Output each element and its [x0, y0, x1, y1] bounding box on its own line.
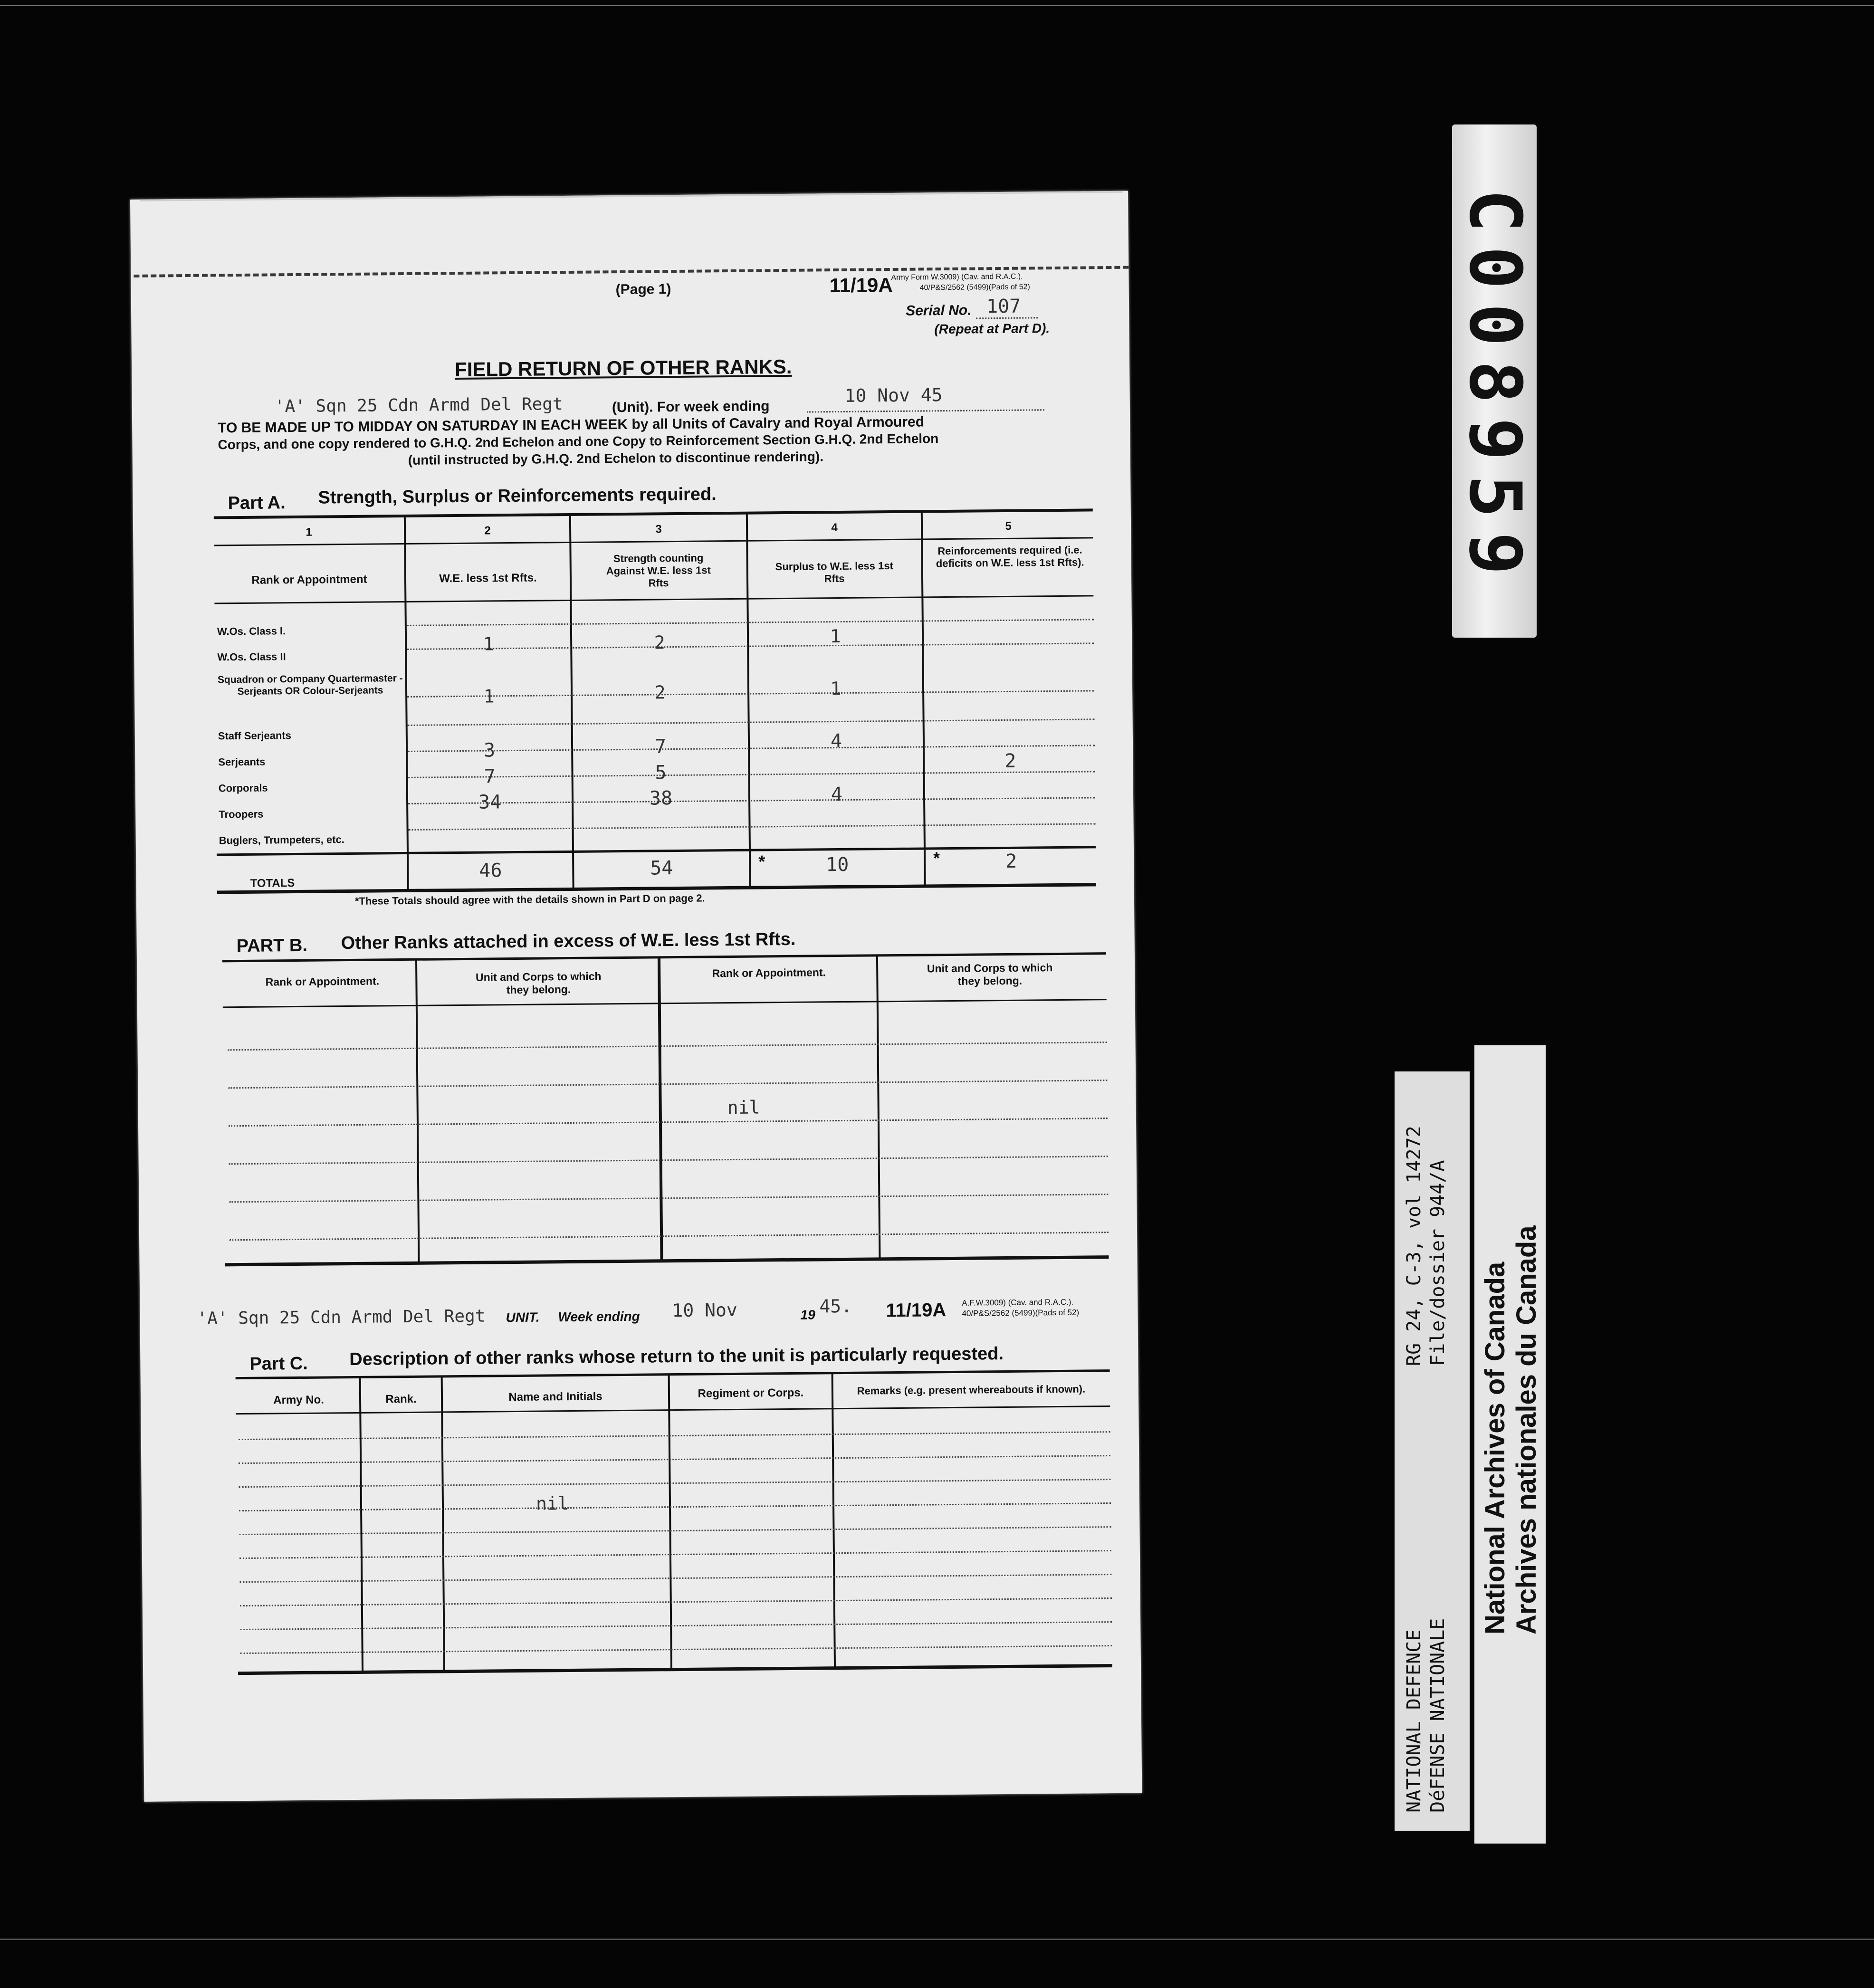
totals-footnote: *These Totals should agree with the details shown in Part D on page 2.	[354, 892, 705, 907]
part-b-col-header: Rank or Appointment.	[265, 975, 380, 988]
col-header-reinf: Reinforcements required (i.e. deficits on W.E. less 1st Rfts).	[936, 544, 1084, 570]
part-a-label: Part A.	[228, 493, 286, 514]
ledger-line	[228, 1080, 1107, 1089]
ledger-line	[239, 1550, 1111, 1559]
part-c-col-header: Army No.	[273, 1393, 325, 1407]
film-bottom-edge	[0, 1939, 1874, 1940]
surplus-value: 4	[831, 783, 843, 806]
ledger-line	[407, 619, 1094, 626]
total-asterisk: *	[933, 848, 940, 868]
header-rule	[214, 595, 1093, 604]
rank-label: Staff Serjeants	[218, 729, 292, 742]
ledger-line	[240, 1645, 1112, 1654]
unit-label: (Unit). For week ending	[612, 398, 770, 416]
we-value: 7	[484, 765, 496, 788]
part-b-col-header: Unit and Corps to which they belong.	[927, 961, 1053, 987]
col-number: 3	[655, 523, 662, 536]
part-c-year-prefix: 19	[800, 1307, 815, 1322]
surplus-value: 1	[830, 625, 841, 647]
reference-strip	[1395, 1071, 1470, 1831]
film-top-edge	[0, 5, 1874, 6]
dept-line2: DéFENSE NATIONALE	[1427, 1618, 1449, 1813]
part-c-col-header: Rank.	[385, 1392, 417, 1406]
repeat-note: (Repeat at Part D).	[934, 321, 1050, 337]
ledger-line	[229, 1232, 1109, 1241]
part-a-top-rule	[214, 508, 1093, 519]
part-c-top-rule	[236, 1369, 1110, 1379]
part-c-week-value: 10 Nov	[672, 1299, 737, 1321]
ledger-line	[239, 1526, 1111, 1535]
we-value: 1	[483, 633, 494, 655]
unit-value: 'A' Sqn 25 Cdn Armd Del Regt	[274, 394, 563, 417]
part-b-header-rule	[223, 999, 1107, 1008]
army-form-line1: Army Form W.3009) (Cav. and R.A.C.).	[891, 272, 1023, 282]
serial-dotline	[976, 317, 1038, 319]
total-we: 46	[479, 860, 502, 882]
part-b-entry: nil	[727, 1097, 760, 1118]
we-value: 1	[483, 686, 495, 707]
week-dotline	[807, 409, 1044, 412]
ledger-line	[229, 1118, 1108, 1127]
ledger-line	[228, 1042, 1107, 1051]
strength-value: 5	[655, 762, 667, 784]
total-surplus: 10	[825, 853, 849, 876]
serial-value: 107	[986, 295, 1021, 318]
part-c-unit-label: UNIT.	[506, 1309, 540, 1325]
total-reinf: 2	[1005, 850, 1017, 872]
part-b-bottom-rule	[225, 1255, 1109, 1266]
part-c-year-value: 45.	[819, 1295, 852, 1317]
we-value: 34	[478, 791, 502, 813]
reference-line1: RG 24, C-3, vol 14272	[1403, 1126, 1425, 1366]
col-number: 5	[1005, 519, 1012, 533]
ledger-line	[240, 1621, 1112, 1630]
part-c-week-label: Week ending	[558, 1309, 640, 1325]
part-c-entry: nil	[535, 1493, 569, 1514]
week-value: 10 Nov 45	[844, 384, 943, 406]
reinf-value: 2	[1004, 750, 1016, 772]
part-c-unit-value: 'A' Sqn 25 Cdn Armd Del Regt	[197, 1306, 486, 1329]
total-strength: 54	[650, 857, 673, 879]
frame-number-label	[1452, 124, 1537, 638]
part-b-heading: Other Ranks attached in excess of W.E. less 1st Rfts.	[341, 929, 796, 954]
part-a-col-sep	[921, 512, 926, 887]
field-return-form	[130, 191, 1142, 1802]
total-asterisk: *	[758, 851, 765, 871]
part-c-bottom-rule	[238, 1664, 1112, 1675]
part-c-form-code: 11/19A	[886, 1300, 947, 1321]
col-number: 1	[306, 526, 312, 539]
we-value: 3	[483, 739, 496, 762]
surplus-value: 1	[830, 678, 841, 699]
strength-value: 2	[654, 682, 666, 703]
instruction-line2: Corps, and one copy rendered to G.H.Q. 2nd Echelon and one Copy to Reinforcement Section G.H.Q. 2nd Echelon	[218, 431, 939, 452]
paper-edge	[140, 191, 1123, 201]
form-code: 11/19A	[829, 274, 893, 297]
rank-label: W.Os. Class I.	[217, 625, 286, 638]
archive-name-strip	[1474, 1045, 1546, 1844]
rank-label: W.Os. Class II	[217, 650, 286, 663]
archive-name-fr: Archives nationales du Canada	[1511, 1225, 1542, 1634]
ledger-line	[229, 1156, 1108, 1165]
part-c-col-header: Regiment or Corps.	[698, 1386, 804, 1400]
col-header-we: W.E. less 1st Rfts.	[439, 571, 537, 585]
part-c-form-line1: A.F.W.3009) (Cav. and R.A.C.).	[962, 1297, 1074, 1308]
instruction-line3: (until instructed by G.H.Q. 2nd Echelon to discontinue rendering).	[408, 449, 824, 468]
ledger-line	[239, 1502, 1111, 1511]
archive-name-en: National Archives of Canada	[1480, 1262, 1511, 1634]
rank-label: Troopers	[219, 808, 264, 821]
rank-label: Serjeants	[218, 755, 266, 768]
part-b-col-header: Unit and Corps to which they belong.	[475, 970, 602, 996]
strength-value: 38	[649, 787, 673, 810]
col-header-rank: Rank or Appointment	[251, 573, 367, 587]
form-title: FIELD RETURN OF OTHER RANKS.	[454, 355, 792, 381]
ledger-line	[239, 1455, 1110, 1464]
strength-value: 7	[654, 736, 667, 758]
ledger-line	[409, 823, 1096, 831]
rank-label: Squadron or Company Quartermaster - Serjeants OR Colour-Serjeants	[217, 673, 403, 698]
army-form-line2: 40/P&S/2562 (5499)(Pads of 52)	[919, 283, 1030, 292]
col-header-surplus: Surplus to W.E. less 1st Rfts	[775, 560, 893, 585]
ledger-line	[240, 1597, 1112, 1606]
totals-label: TOTALS	[250, 877, 295, 890]
surplus-value: 4	[830, 730, 842, 753]
part-c-col-header: Remarks (e.g. present whereabouts if known).	[857, 1383, 1086, 1397]
ledger-line	[229, 1194, 1108, 1203]
part-c-heading: Description of other ranks whose return to the unit is particularly requested.	[349, 1344, 1004, 1370]
frame-number: C008959	[1453, 189, 1536, 590]
rank-label: Corporals	[218, 782, 268, 794]
part-c-col-header: Name and Initials	[508, 1390, 602, 1404]
ledger-line	[239, 1431, 1110, 1440]
instruction-line1: TO BE MADE UP TO MIDDAY ON SATURDAY IN EACH WEEK by all Units of Cavalry and Royal Armoured	[218, 414, 925, 436]
strength-value: 2	[654, 632, 665, 653]
col-number: 2	[484, 524, 491, 537]
serial-label: Serial No.	[905, 302, 972, 319]
ledger-line	[239, 1574, 1111, 1583]
part-c-header-rule	[236, 1405, 1110, 1415]
col-header-strength: Strength counting Against W.E. less 1st Rfts	[606, 552, 711, 589]
ledger-line	[408, 718, 1095, 726]
part-b-top-rule	[222, 952, 1106, 962]
part-b-label: PART B.	[236, 935, 308, 956]
dept-line1: NATIONAL DEFENCE	[1403, 1629, 1425, 1813]
part-b-col-header: Rank or Appointment.	[712, 966, 826, 980]
col-number: 4	[831, 521, 838, 535]
ledger-line	[239, 1479, 1111, 1488]
page-label: (Page 1)	[615, 281, 671, 298]
part-c-form-line2: 40/P&S/2562 (5499)(Pads of 52)	[962, 1308, 1080, 1318]
part-a-heading: Strength, Surplus or Reinforcements required.	[318, 484, 717, 508]
reference-line2: File/dossier 944/A	[1427, 1160, 1449, 1366]
rank-label: Buglers, Trumpeters, etc.	[219, 833, 344, 847]
part-c-label: Part C.	[249, 1353, 308, 1374]
